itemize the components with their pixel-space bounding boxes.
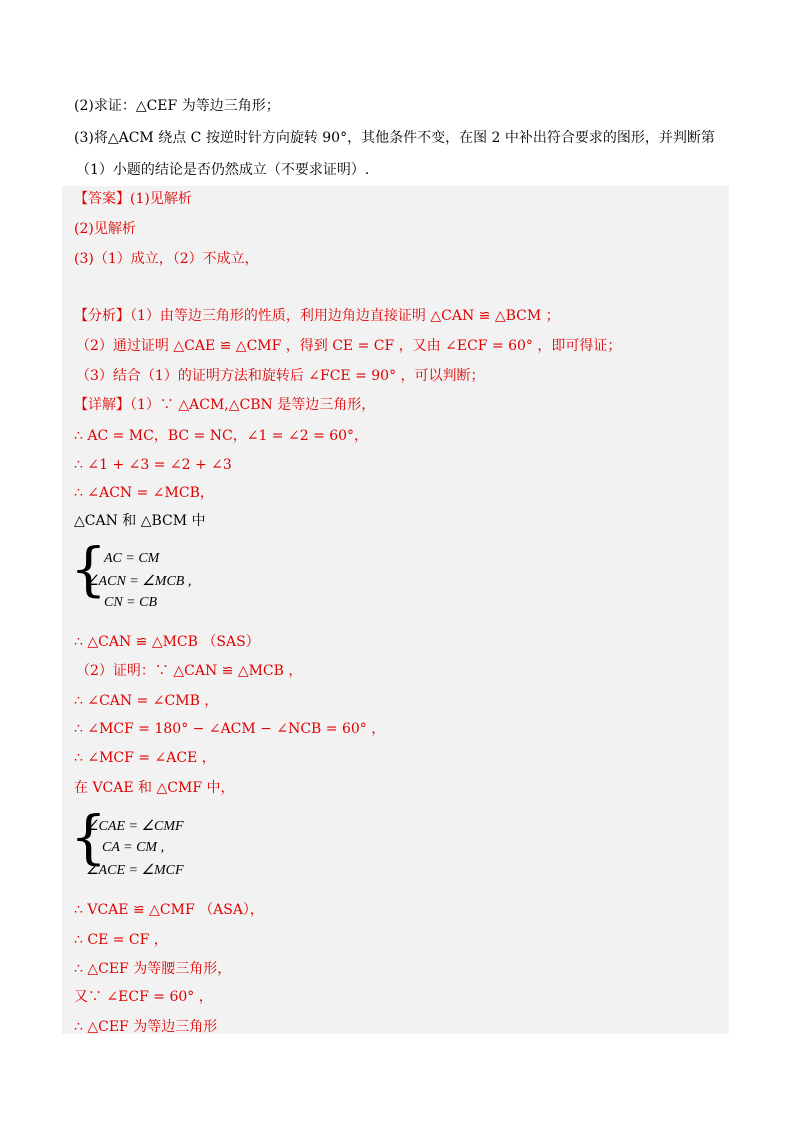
detail-line-14: ∴ △CEF 为等腰三角形， (74, 961, 232, 977)
detail-line-8: ∴ ∠CAN = ∠CMB ， (74, 693, 219, 709)
answer-line-1: 【答案】(1)见解析 (74, 191, 192, 207)
analysis-line-2: （2）通过证明 △CAE ≌ △CMF ，得到 CE = CF ，又由 ∠ECF = 60° ，即可得证； (76, 338, 622, 354)
analysis-line-1: 【分析】（1）由等边三角形的性质，利用边角边直接证明 △CAN ≌ △BCM ； (74, 308, 560, 324)
detail-line-13: ∴ CE = CF ， (74, 932, 168, 948)
system2-row2: CA = CM , (102, 840, 165, 855)
system1-row1: AC = CM (104, 551, 160, 566)
detail-line-3: ∴ ∠1 + ∠3 = ∠2 + ∠3 (74, 457, 232, 473)
question-part-2: (2)求证：△CEF 为等边三角形； (74, 98, 280, 114)
detail-line-15: 又∵ ∠ECF = 60° ， (74, 989, 213, 1005)
system-brace-2: { (70, 803, 107, 871)
answer-line-3: (3)（1）成立，（2）不成立， (74, 251, 259, 267)
question-part-3-line2: （1）小题的结论是否仍然成立（不要求证明）. (76, 162, 370, 178)
detail-line-7: （2）证明：∵ △CAN ≌ △MCB ， (76, 663, 303, 679)
system1-row2: ∠ACN = ∠MCB , (86, 574, 192, 589)
system2-row1: ∠CAE = ∠CMF (86, 819, 184, 834)
detail-line-6: ∴ △CAN ≌ △MCB （SAS） (74, 634, 260, 650)
detail-line-12: ∴ VCAE ≌ △CMF （ASA）， (74, 902, 264, 918)
system-brace-1: { (70, 535, 107, 603)
system2-row3: ∠ACE = ∠MCF (86, 863, 184, 878)
analysis-line-3: （3）结合（1）的证明方法和旋转后 ∠FCE = 90° ，可以判断； (76, 368, 485, 384)
system1-row3: CN = CB (104, 595, 158, 610)
detail-line-2: ∴ AC = MC，BC = NC，∠1 = ∠2 = 60°， (74, 428, 369, 444)
detail-line-1: 【详解】（1）∵ △ACM,△CBN 是等边三角形， (74, 397, 376, 413)
answer-line-2: (2)见解析 (74, 221, 136, 237)
detail-line-5: △CAN 和 △BCM 中 (74, 513, 206, 529)
detail-line-10: ∴ ∠MCF = ∠ACE ， (74, 750, 216, 766)
detail-line-4: ∴ ∠ACN = ∠MCB， (74, 485, 214, 501)
detail-line-9: ∴ ∠MCF = 180° − ∠ACM − ∠NCB = 60° ， (74, 721, 386, 737)
question-part-3-line1: (3)将△ACM 绕点 C 按逆时针方向旋转 90°，其他条件不变，在图 2 中补出符合要求的图形，并判断第 (74, 130, 715, 146)
detail-line-11: 在 VCAE 和 △CMF 中， (74, 780, 235, 796)
detail-line-16: ∴ △CEF 为等边三角形 (74, 1019, 218, 1035)
